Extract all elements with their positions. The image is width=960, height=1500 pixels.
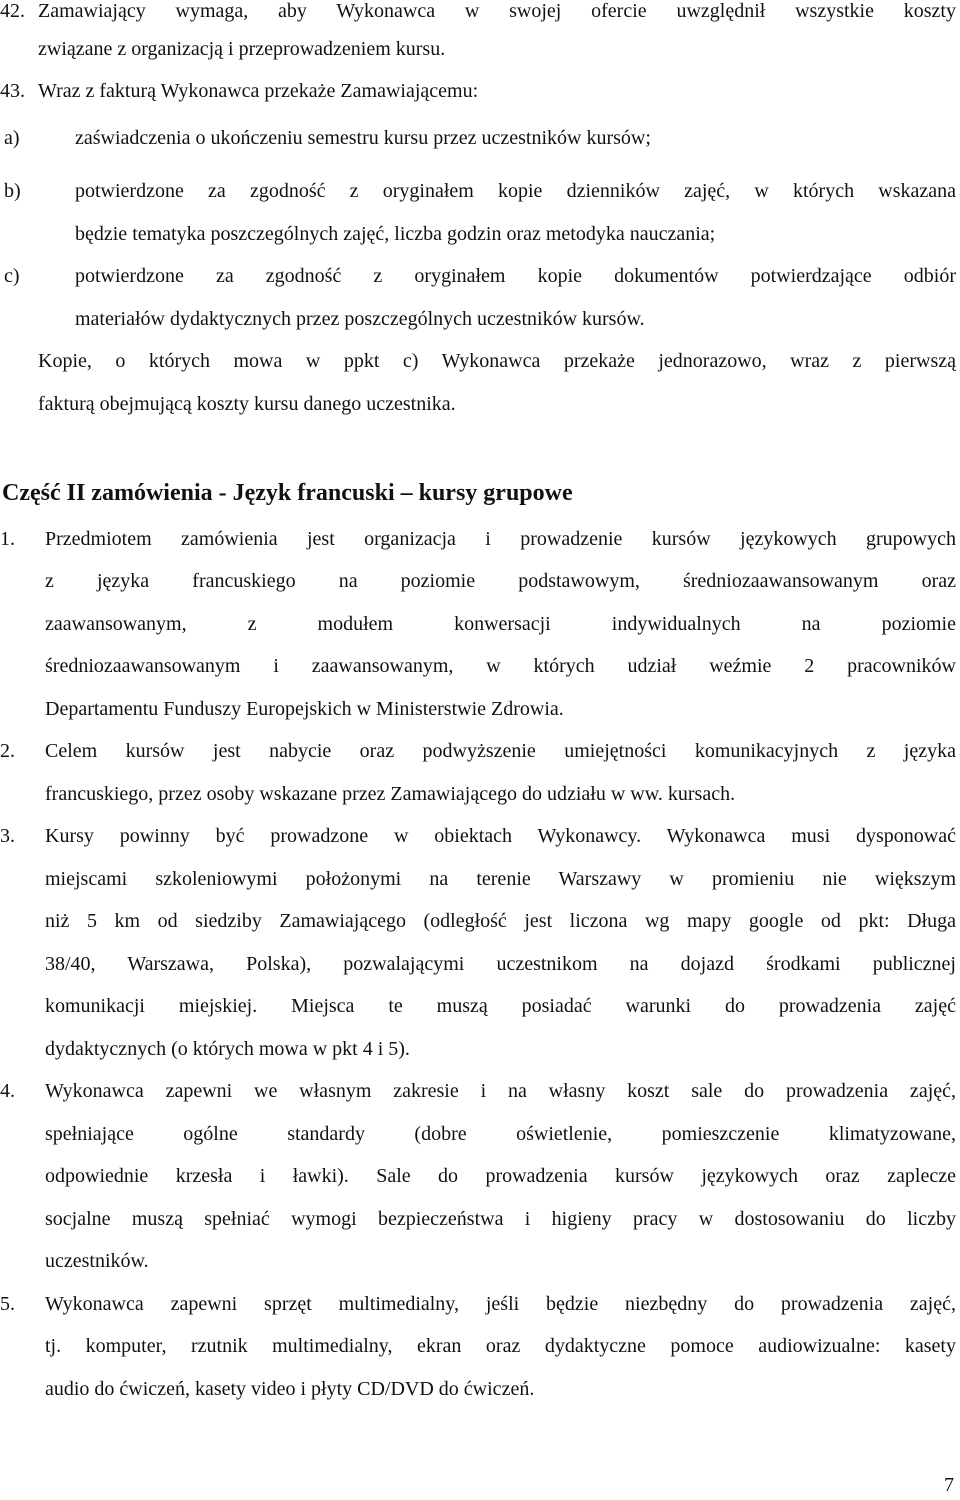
item-number: 42. <box>0 0 25 22</box>
sub-item-text-line: potwierdzone za zgodność z oryginałem kopie dokumentów potwierdzające odbiór <box>75 265 956 287</box>
item-text-line: komunikacji miejskiej. Miejsca te muszą posiadać warunki do prowadzenia zajęć <box>45 995 956 1017</box>
item-text-line: zaawansowanym, z modułem konwersacji indywidualnych na poziomie <box>45 613 956 635</box>
item-text-continuation <box>0 779 960 809</box>
item-text-line: Celem kursów jest nabycie oraz podwyższenie umiejętności komunikacyjnych z języka <box>45 740 956 762</box>
section-heading: Część II zamówienia - Język francuski – kursy grupowe <box>2 480 573 506</box>
item-text-continuation <box>0 991 960 1021</box>
list-item <box>0 1289 960 1319</box>
item-text-continuation <box>0 34 960 64</box>
item-text-continuation <box>0 1119 960 1149</box>
note-text-line: fakturą obejmującą koszty kursu danego uczestnika. <box>38 393 456 415</box>
item-text-continuation <box>0 1246 960 1276</box>
item-text-continuation <box>0 906 960 936</box>
item-number: 5. <box>0 1293 15 1315</box>
item-text-line: socjalne muszą spełniać wymogi bezpieczeństwa i higieny pracy w dostosowaniu do liczby <box>45 1208 956 1230</box>
item-text-line: uczestników. <box>45 1250 149 1272</box>
sub-item-continuation <box>0 304 960 334</box>
item-text-continuation <box>0 1034 960 1064</box>
list-item <box>0 821 960 851</box>
item-text-line: Przedmiotem zamówienia jest organizacja i prowadzenie kursów językowych grupowych <box>45 528 956 550</box>
sub-item-continuation <box>0 219 960 249</box>
item-text-line: Wraz z fakturą Wykonawca przekaże Zamawiającemu: <box>38 80 479 102</box>
sub-item-text-line: materiałów dydaktycznych przez poszczególnych uczestników kursów. <box>75 308 645 330</box>
item-text-line: Wykonawca zapewni sprzęt multimedialny, jeśli będzie niezbędny do prowadzenia zajęć, <box>45 1293 956 1315</box>
item-text-line: związane z organizacją i przeprowadzeniem kursu. <box>38 38 446 60</box>
item-text-line: Zamawiający wymaga, aby Wykonawca w swojej ofercie uwzględnił wszystkie koszty <box>38 0 956 22</box>
sub-item-label: c) <box>4 265 20 287</box>
sub-item-text-line: potwierdzone za zgodność z oryginałem kopie dzienników zajęć, w których wskazana <box>75 180 956 202</box>
list-item <box>0 524 960 554</box>
item-text-continuation <box>0 949 960 979</box>
item-text-line: audio do ćwiczeń, kasety video i płyty CD/DVD do ćwiczeń. <box>45 1378 535 1400</box>
item-text-continuation <box>0 864 960 894</box>
item-text-line: z języka francuskiego na poziomie podstawowym, średniozaawansowanym oraz <box>45 570 956 592</box>
item-number: 3. <box>0 825 15 847</box>
sub-item <box>0 261 960 291</box>
list-item <box>0 1076 960 1106</box>
item-text-line: odpowiednie krzesła i ławki). Sale do prowadzenia kursów językowych oraz zaplecze <box>45 1165 956 1187</box>
item-text-line: 38/40, Warszawa, Polska), pozwalającymi uczestnikom na dojazd środkami publicznej <box>45 953 956 975</box>
page-number: 7 <box>944 1474 954 1496</box>
item-text-continuation <box>0 694 960 724</box>
item-text-continuation <box>0 1331 960 1361</box>
item-text-continuation <box>0 609 960 639</box>
list-item <box>0 736 960 766</box>
sub-item <box>0 176 960 206</box>
item-text-line: miejscami szkoleniowymi położonymi na terenie Warszawy w promieniu nie większym <box>45 868 956 890</box>
item-text-line: tj. komputer, rzutnik multimedialny, ekran oraz dydaktyczne pomoce audiowizualne: kasety <box>45 1335 956 1357</box>
item-text-line: spełniające ogólne standardy (dobre oświetlenie, pomieszczenie klimatyzowane, <box>45 1123 956 1145</box>
item-text-continuation <box>0 651 960 681</box>
sub-item-label: a) <box>4 127 20 149</box>
sub-item-text-line: będzie tematyka poszczególnych zajęć, liczba godzin oraz metodyka nauczania; <box>75 223 716 245</box>
item-text-line: Wykonawca zapewni we własnym zakresie i na własny koszt sale do prowadzenia zajęć, <box>45 1080 956 1102</box>
item-number: 2. <box>0 740 15 762</box>
list-item <box>0 0 960 26</box>
list-item <box>0 76 960 106</box>
item-text-continuation <box>0 1161 960 1191</box>
sub-item-label: b) <box>4 180 21 202</box>
item-text-line: dydaktycznych (o których mowa w pkt 4 i 5). <box>45 1038 410 1060</box>
item-number: 1. <box>0 528 15 550</box>
item-text-continuation <box>0 566 960 596</box>
note-paragraph <box>0 346 960 376</box>
item-text-continuation <box>0 1374 960 1404</box>
item-text-line: francuskiego, przez osoby wskazane przez Zamawiającego do udziału w ww. kursach. <box>45 783 736 805</box>
sub-item <box>0 123 960 153</box>
item-text-line: Departamentu Funduszy Europejskich w Ministerstwie Zdrowia. <box>45 698 564 720</box>
item-number: 43. <box>0 80 25 102</box>
item-text-line: średniozaawansowanym i zaawansowanym, w których udział weźmie 2 pracowników <box>45 655 956 677</box>
item-number: 4. <box>0 1080 15 1102</box>
item-text-line: Kursy powinny być prowadzone w obiektach Wykonawcy. Wykonawca musi dysponować <box>45 825 956 847</box>
sub-item-text-line: zaświadczenia o ukończeniu semestru kursu przez uczestników kursów; <box>75 127 651 149</box>
item-text-continuation <box>0 1204 960 1234</box>
item-text-line: niż 5 km od siedziby Zamawiającego (odległość jest liczona wg mapy google od pkt: Długa <box>45 910 956 932</box>
note-text-line: Kopie, o których mowa w ppkt c) Wykonawca przekaże jednorazowo, wraz z pierwszą <box>38 350 956 372</box>
note-paragraph-continuation <box>0 389 960 419</box>
